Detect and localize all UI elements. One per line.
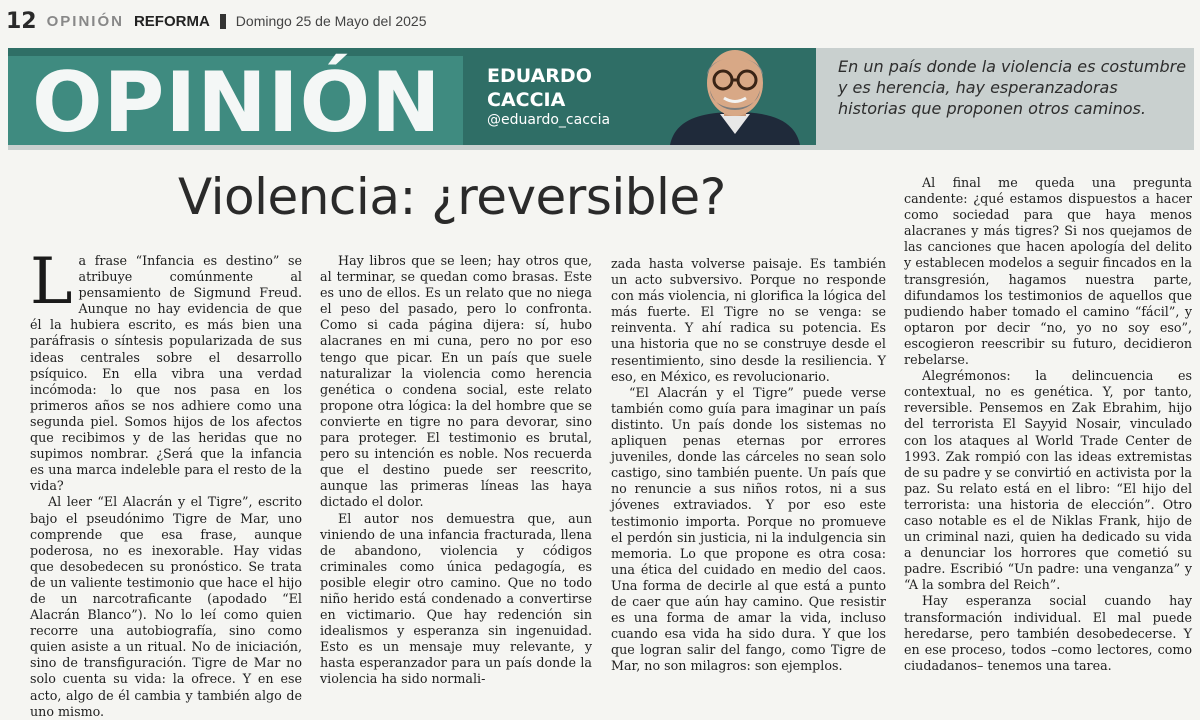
paragraph: “El Alacrán y el Tigre” puede verse también como guía para imaginar un país distinto. Un país donde los sistemas no apliquen penas eternas por errores juveniles, donde las cárceles no sean solo castigo, sino también puente. Un país que no renuncie a sus niños rotos, ni a sus jóvenes extraviados. Y por eso este testimonio importa. Porque no promueve el perdón sin justicia, ni la indulgencia sin memoria. Lo que propone es otra cosa: una ética del cuidado en medio del caos. Una forma de decirle al que está a punto de caer que aún hay camino. Que resistir es una forma de amar la vida, incluso cuando esa vida ha sido dura. Y que los que logran salir del fango, como Tigre de Mar, no son milagros: son ejemplos. [611, 384, 886, 674]
paragraph-text: a frase “Infancia es destino” se atribuye comúnmente al pensamiento de Sigmund Freud. Aunque no hay evidencia de que él la hubiera escrito, es más bien una paráfrasis o síntesis popularizada de sus ideas centrales sobre el desarrollo psíquico. En ella vibra una verdad incómoda: lo que nos pasa en los primeros años se nos adhiere como una segunda piel. Somos hijos de los afectos que recibimos y de las heridas que no supimos nombrar. ¿Será que la infancia es una marca indeleble para el resto de la vida? [30, 253, 302, 494]
paragraph: Hay libros que se leen; hay otros que, al terminar, se quedan como brasas. Este es uno de ellos. Es un relato que no niega el peso del pasado, pero lo confronta. Como si cada página dijera: sí, hubo alacranes en mi cuna, pero no por eso tengo que picar. En un país que suele naturalizar la violencia como herencia genética o condena social, este relato propone otra lógica: la del hombre que se convierte en tigre no para devorar, sino para proteger. El testimonio es brutal, pero su intención es noble. Nos recuerda que el destino puede ser reescrito, aunque las primeras líneas las haya dictado el dolor. [320, 253, 592, 510]
paragraph [30, 245, 302, 494]
author-name: EDUARDO CACCIA [487, 65, 592, 111]
article-column-4 [904, 175, 1192, 674]
article-headline: Violencia: ¿reversible? [178, 168, 726, 226]
newspaper-name: REFORMA [133, 12, 210, 30]
paragraph: Al leer “El Alacrán y el Tigre”, escrito bajo el pseudónimo Tigre de Mar, uno comprende que esa frase, aunque poderosa, no es inexorable. Hay vidas que desobedecen su pronóstico. Se trata de un valiente testimonio que hace el hijo de un narcotraficante (apodado “El Alacrán Blanco”). No lo leí como quien recorre una autobiografía, sino como quien asiste a un ritual. No de iniciación, sino de transfiguración. Tigre de Mar no solo cuenta su vida: la ofrece. Y en ese acto, algo de él cambia y también algo de uno mismo. [30, 494, 302, 719]
paragraph: zada hasta volverse paisaje. Es también un acto subversivo. Porque no responde con más violencia, ni glorifica la lógica del más fuerte. El Tigre no se venga: se reinventa. Y ahí radica su potencia. Es una historia que no se construye desde el resentimiento, sino desde la resiliencia. Y eso, en México, es revolucionario. [611, 256, 886, 384]
folio-divider [220, 14, 226, 29]
author-box [463, 48, 816, 145]
section-banner [8, 48, 816, 151]
article-column-1 [30, 245, 302, 720]
section-title: OPINIÓN [32, 54, 442, 151]
paragraph: El autor nos demuestra que, aun viniendo de una infancia fracturada, llena de abandono, violencia y códigos criminales como única pedagogía, es posible elegir otro camino. Que no todo niño herido está condenado a convertirse en victimario. Que hay redención sin idealismos y esperanza sin ingenuidad. Esto es un mensaje muy relevante, y hasta esperanzador para un país donde la violencia ha sido normali- [320, 510, 592, 687]
article-tagline: En un país donde la violencia es costumbre y es herencia, hay esperanzadoras historias que proponen otros caminos. [838, 57, 1187, 118]
paragraph: Al final me queda una pregunta candente: ¿qué estamos dispuestos a hacer como sociedad para que haya menos alacranes y más tigres? Si nos quejamos de las canciones que hacen apología del delito y establecen modelos a seguir fincados en la transgresión, hagamos nuestra parte, difundamos los testimonios de aquellos que pudiendo haber tomado el camino “fácil”, y optaron por decir “no, yo no soy eso”, escogieron reescribir su futuro, decidieron rebelarse. [904, 175, 1192, 368]
publication-date: Domingo 25 de Mayo del 2025 [235, 13, 427, 29]
article-column-2 [320, 253, 592, 688]
page-folio [6, 6, 1194, 36]
page-number: 12 [6, 8, 37, 34]
paragraph: Alegrémonos: la delincuencia es contextual, no es genética. Y, por tanto, reversible. Pensemos en Zak Ebrahim, hijo del terrorista El Sayyid Nosair, vinculado con los ataques al World Trade Center de 1993. Zak rompió con las ideas extremistas de su padre y se convirtió en activista por la paz. Su relato está en el libro: “El hijo del terrorista: una historia de elección”. Otro caso notable es el de Niklas Frank, hijo de un criminal nazi, quien ha dedicado su vida a denunciar los horrores que cometió su padre. Escribió “Un padre: una venganza” y “A la sombra del Reich”. [904, 368, 1192, 593]
folio-section: OPINIÓN [46, 12, 124, 30]
drop-cap: L [30, 245, 73, 319]
author-handle[interactable]: @eduardo_caccia [487, 112, 611, 128]
section-header [8, 48, 1194, 150]
article-column-3 [611, 256, 886, 674]
author-portrait [660, 48, 810, 145]
paragraph: Hay esperanza social cuando hay transformación individual. El mal puede heredarse, pero también desobedecerse. Y en ese proceso, todos –como lectores, como ciudadanos– tenemos una tarea. [904, 593, 1192, 673]
